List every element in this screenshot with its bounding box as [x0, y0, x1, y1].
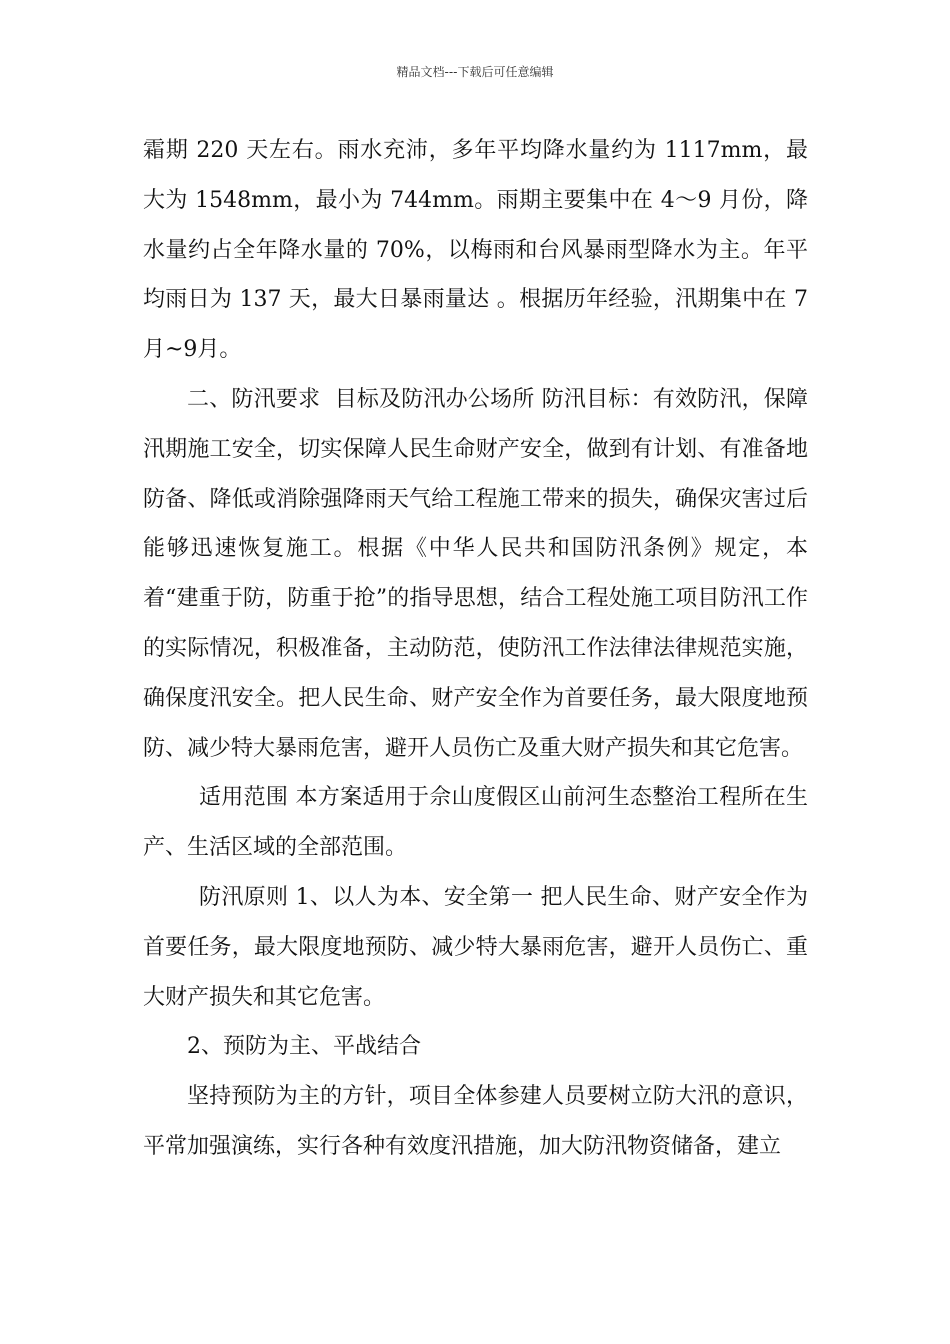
paragraph-scope: 适用范围 本方案适用于佘山度假区山前河生态整治工程所在生产、生活区域的全部范围。 [143, 785, 808, 861]
paragraph-principles: 防汛原则 1、以人为本、安全第一 把人民生命、财产安全作为首要任务，最大限度地预防、减少特大暴雨危害，避开人员伤亡、重大财产损失和其它危害。 [143, 884, 808, 1010]
page-header: 精品文档---下载后可任意编辑 [396, 65, 554, 79]
paragraph-prevention-body: 坚持预防为主的方针，项目全体参建人员要树立防大汛的意识，平常加强演练，实行各种有效度汛措施，加大防汛物资储备，建立 [143, 1084, 808, 1159]
paragraph-flood-requirements: 二、防汛要求 目标及防汛办公场所 防汛目标：有效防汛，保障汛期施工安全，切实保障人民生命财产安全，做到有计划、有准备地防备、降低或消除强降雨天气给工程施工带来的损失，确保灾害过后能够迅速恢复施工。根据《中华人民共和国防汛条例》规定，本着“建重于防，防重于抢”的指导思想，结合工程处施工项目防汛工作的实际情况，积极准备，主动防范，使防汛工作法律法律规范实施，确保度汛安全。把人民生命、财产安全作为首要任务，最大限度地预防、减少特大暴雨危害，避开人员伤亡及重大财产损失和其它危害。 [143, 386, 808, 761]
document-body [143, 126, 815, 1172]
paragraph-prevention-heading: 2、预防为主、平战结合 [187, 1034, 421, 1060]
paragraph-climate: 霜期 220 天左右。雨水充沛，多年平均降水量约为 1117mm，最大为 1548mm，最小为 744mm。雨期主要集中在 4～9 月份，降水量约占全年降水量的 70%，以梅雨和台风暴雨型降水为主。年平均雨日为 137 天，最大日暴雨量达 。根据历年经验，汛期集中在 7 月~9月。 [143, 138, 815, 363]
